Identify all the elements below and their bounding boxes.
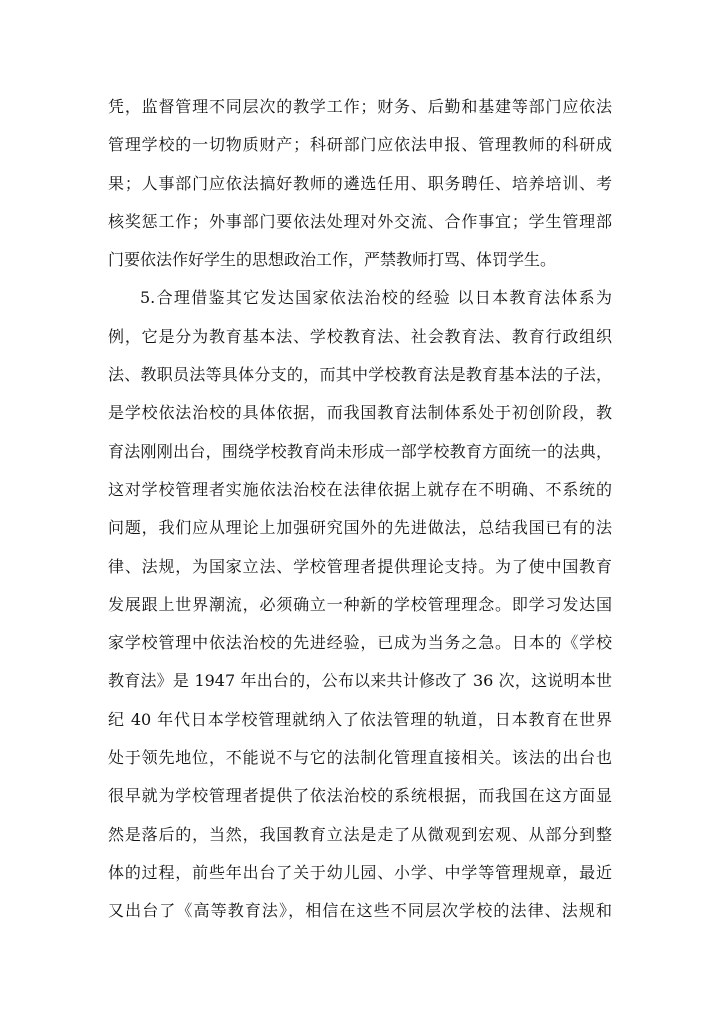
text-line: 管理学校的一切物质财产；科研部门应依法申报、管理教师的科研成 — [108, 135, 612, 155]
text-line: 体的过程，前些年出台了关于幼儿园、小学、中学等管理规章，最近 — [108, 862, 612, 882]
text-line: 凭，监督管理不同层次的教学工作；财务、后勤和基建等部门应依法 — [108, 97, 612, 116]
text-line: 门要依法作好学生的思想政治工作，严禁教师打骂、体罚学生。 — [108, 250, 557, 270]
text-line: 律、法规，为国家立法、学校管理者提供理论支持。为了使中国教育 — [108, 556, 612, 576]
text-line: 又出台了《高等教育法》，相信在这些不同层次学校的法律、法规和 — [108, 901, 612, 921]
text-line: 法、教职员法等具体分支的，而其中学校教育法是教育基本法的子法， — [108, 365, 612, 385]
text-line: 很早就为学校管理者提供了依法治校的系统根据，而我国在这方面显 — [108, 786, 612, 806]
text-line: 发展跟上世界潮流，必须确立一种新的学校管理理念。即学习发达国 — [108, 594, 612, 614]
text-line: 育法刚刚出台，围绕学校教育尚未形成一部学校教育方面统一的法典， — [108, 441, 612, 461]
text-line: 教育法》是 1947 年出台的，公布以来共计修改了 36 次，这说明本世 — [108, 671, 612, 691]
text-line: 家学校管理中依法治校的先进经验，已成为当务之急。日本的《学校 — [108, 633, 612, 653]
text-line: 果；人事部门应依法搞好教师的遴选任用、职务聘任、培养培训、考 — [108, 173, 612, 193]
text-line: 例，它是分为教育基本法、学校教育法、社会教育法、教育行政组织 — [108, 326, 612, 346]
text-line: 问题，我们应从理论上加强研究国外的先进做法，总结我国已有的法 — [108, 518, 612, 538]
body-text — [108, 88, 612, 931]
text-line: 5.合理借鉴其它发达国家依法治校的经验 以日本教育法体系为 — [140, 288, 612, 308]
text-line: 纪 40 年代日本学校管理就纳入了依法管理的轨道，日本教育在世界 — [108, 709, 612, 729]
text-line: 核奖惩工作；外事部门要依法处理对外交流、合作事宜；学生管理部 — [108, 211, 612, 231]
text-line: 这对学校管理者实施依法治校在法律依据上就存在不明确、不系统的 — [108, 479, 612, 499]
text-line: 处于领先地位，不能说不与它的法制化管理直接相关。该法的出台也 — [108, 748, 612, 768]
text-line: 然是落后的，当然，我国教育立法是走了从微观到宏观、从部分到整 — [108, 824, 612, 844]
text-line: 是学校依法治校的具体依据，而我国教育法制体系处于初创阶段，教 — [108, 403, 612, 423]
